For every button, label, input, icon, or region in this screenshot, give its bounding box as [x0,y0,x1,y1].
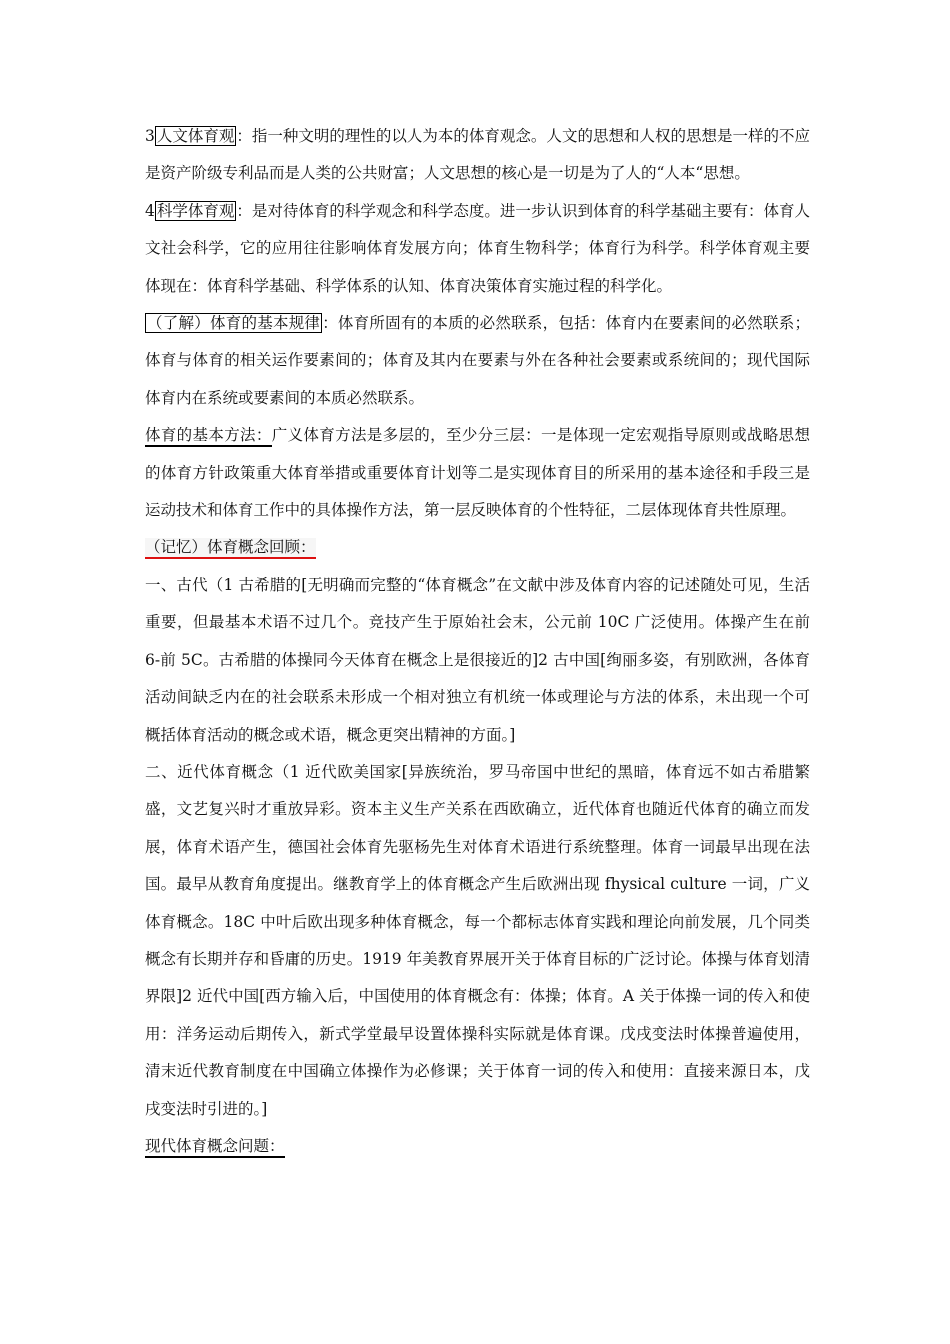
paragraph-basic-methods [145,417,810,529]
item-number: 3 [145,127,155,145]
paragraph-body: 二、近代体育概念（1 近代欧美国家[异族统治，罗马帝国中世纪的黑暗，体育远不如古希腊繁盛，文艺复兴时才重放异彩。资本主义生产关系在西欧确立，近代体育也随近代体育的确立而发展，体育术语产生，德国社会体育先驱杨先生对体育术语进行系统整理。体育一词最早出现在法国。最早从教育角度提出。继教育学上的体育概念产生后欧洲出现 fhysical culture 一词，广义体育概念。18C 中叶后欧出现多种体育概念，每一个都标志体育实践和理论向前发展，几个同类概念有长期并存和昏庸的历史。1919 年美教育界展开关于体育目标的广泛讨论。体操与体育划清界限]2 近代中国[西方输入后，中国使用的体育概念有：体操；体育。A 关于体操一词的传入和使用：洋务运动后期传入，新式学堂最早设置体操科实际就是体育课。戊戌变法时体操普遍使用，清末近代教育制度在中国确立体操作为必修课；关于体育一词的传入和使用：直接来源日本，戊戌变法时引进的。] [145,762,810,1118]
paragraph-body: ：是对待体育的科学观念和科学态度。进一步认识到体育的科学基础主要有：体育人文社会科学，它的应用往往影响体育发展方向；体育生物科学；体育行为科学。科学体育观主要体现在：体育科学基础、科学体系的认知、体育决策体育实施过程的科学化。 [145,201,810,295]
boxed-term: （了解）体育的基本规律 [147,314,321,333]
paragraph-ancient [145,567,810,754]
item-number: 4 [145,201,155,220]
paragraph-body: ：体育所固有的本质的必然联系，包括：体育内在要素间的必然联系；体育与体育的相关运作要素间的；体育及其内在要素与外在各种社会要素或系统间的；现代国际体育内在系统或要素间的本质必然联系。 [145,314,810,407]
paragraph-basic-laws [145,305,810,417]
paragraph-scientific-view [145,193,810,305]
paragraph-modern-era [145,754,810,1128]
section-heading-contemporary [145,1128,810,1165]
boxed-term: 人文体育观 [156,127,235,145]
underlined-heading: 现代体育概念问题： [145,1137,285,1158]
paragraph-body: 一、古代（1 古希腊的[无明确而完整的“体育概念”在文献中涉及体育内容的记述随处可见，生活重要，但最基本术语不过几个。竞技产生于原始社会末，公元前 10C 广泛使用。体操产生在前 6-前 5C。古希腊的体操同今天体育在概念上是很接近的]2 古中国[绚丽多姿，有别欧洲，各体育活动间缺乏内在的社会联系未形成一个相对独立有机统一体或理论与方法的体系，未出现一个可概括体育活动的概念或术语，概念更突出精神的方面。] [145,575,810,744]
underlined-heading: 体育的基本方法： [145,426,272,447]
document-page [145,118,810,1165]
paragraph-humanistic-view [145,118,810,193]
paragraph-body: 广义体育方法是多层的，至少分三层：一是体现一定宏观指导原则或战略思想的体育方针政策重大体育举措或重要体育计划等二是实现体育目的所采用的基本途径和手段三是运动技术和体育工作中的具体操作方法，第一层反映体育的个性特征，二层体现体育共性原理。 [145,426,810,520]
boxed-term: 科学体育观 [156,201,235,220]
section-heading-concept-review [145,529,810,566]
underlined-heading: （记忆）体育概念回顾： [145,538,316,559]
paragraph-body: ：指一种文明的理性的以人为本的体育观念。人文的思想和人权的思想是一样的不应是资产阶级专利品而是人类的公共财富；人文思想的核心是一切是为了人的“人本“思想。 [145,127,810,183]
